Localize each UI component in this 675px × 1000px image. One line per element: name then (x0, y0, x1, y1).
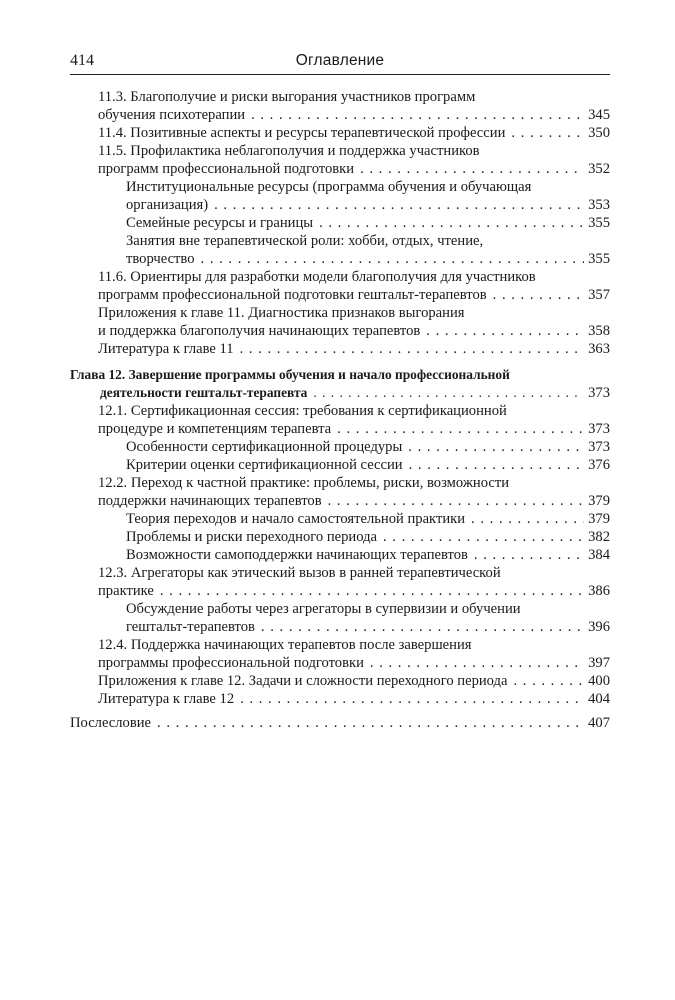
toc-page-number: 400 (588, 673, 610, 689)
toc-page-number: 373 (588, 385, 610, 401)
page-header (70, 50, 610, 76)
leader-dots (471, 510, 584, 528)
toc-page-number: 379 (588, 511, 610, 527)
toc-chapter-entry[interactable] (70, 366, 610, 402)
toc-entry-afterword[interactable] (70, 714, 610, 732)
toc-entry-title: Обсуждение работы через агрегаторы в супервизии и обучении (126, 601, 521, 617)
leader-dots (160, 582, 584, 600)
toc-entry-title: Литература к главе 12 (98, 691, 235, 707)
toc-entry-title: Семейные ресурсы и границы (126, 215, 314, 231)
toc-entry-title: Литература к главе 11 (98, 341, 234, 357)
toc-entry[interactable] (70, 304, 610, 340)
leader-dots (337, 420, 584, 438)
toc-entry-title: Теория переходов и начало самостоятельной практики (126, 511, 466, 527)
leader-dots (251, 106, 584, 124)
leader-dots (370, 654, 584, 672)
toc-entry[interactable] (70, 232, 610, 268)
toc-entry-title: 12.2. Переход к частной практике: проблемы, риски, возможности (98, 475, 510, 491)
toc-entry[interactable] (70, 178, 610, 214)
toc-entry-title: Занятия вне терапевтической роли: хобби, отдых, чтение, (126, 233, 484, 249)
toc-entry-title-cont: практике (98, 583, 154, 599)
toc-entry-title: 11.6. Ориентиры для разработки модели благополучия для участников (98, 269, 536, 285)
toc-entry-title: Приложения к главе 11. Диагностика признаков выгорания (98, 305, 465, 321)
toc-entry-title: 11.3. Благополучие и риски выгорания участников программ (98, 89, 476, 105)
toc-entry-title: Особенности сертификационной процедуры (126, 439, 403, 455)
toc-entry-title: Проблемы и риски переходного периода (126, 529, 377, 545)
toc-entry-title: Возможности самоподдержки начинающих терапевтов (126, 547, 468, 563)
running-title: Оглавление (295, 52, 385, 69)
toc-entry-title: 11.4. Позитивные аспекты и ресурсы терапевтической профессии (98, 125, 506, 141)
toc-page-number: 363 (588, 341, 610, 357)
header-rule (70, 74, 610, 75)
toc-page-number: 357 (588, 287, 610, 303)
toc-entry[interactable] (70, 402, 610, 438)
toc-page-number: 345 (588, 107, 610, 123)
toc-entry-title: Послесловие (70, 715, 152, 731)
toc-page-number: 355 (588, 251, 610, 267)
toc-entry-title: Критерии оценки сертификационной сессии (126, 457, 403, 473)
leader-dots (328, 492, 584, 510)
toc-entry[interactable] (70, 340, 610, 358)
toc-entry-title-cont: программы профессиональной подготовки (98, 655, 364, 671)
toc-entry[interactable] (70, 510, 610, 528)
toc-entry[interactable] (70, 528, 610, 546)
leader-dots (493, 286, 584, 304)
toc-page-number: 386 (588, 583, 610, 599)
toc-entry[interactable] (70, 268, 610, 304)
toc-entry[interactable] (70, 142, 610, 178)
toc-entry-title: 12.4. Поддержка начинающих терапевтов после завершения (98, 637, 472, 653)
toc-page-number: 350 (588, 125, 610, 141)
leader-dots (513, 672, 584, 690)
toc-entry[interactable] (70, 672, 610, 690)
toc-entry[interactable] (70, 474, 610, 510)
toc-page-number: 407 (588, 715, 610, 731)
leader-dots (409, 456, 584, 474)
leader-dots (511, 124, 584, 142)
toc-entry-title-cont: творчество (126, 251, 195, 267)
toc-page-number: 376 (588, 457, 610, 473)
leader-dots (319, 214, 584, 232)
toc-entry[interactable] (70, 88, 610, 124)
leader-dots (240, 690, 584, 708)
toc-page-number: 397 (588, 655, 610, 671)
leader-dots (426, 322, 584, 340)
toc-entry[interactable] (70, 690, 610, 708)
leader-dots (360, 160, 584, 178)
leader-dots (214, 196, 584, 214)
toc-page-number: 404 (588, 691, 610, 707)
toc-entry-title: 12.3. Агрегаторы как этический вызов в ранней терапевтической (98, 565, 501, 581)
toc-page-number: 352 (588, 161, 610, 177)
table-of-contents (70, 88, 610, 732)
leader-dots (383, 528, 584, 546)
toc-entry-title-cont: и поддержка благополучия начинающих терапевтов (98, 323, 421, 339)
toc-page-number: 373 (588, 421, 610, 437)
leader-dots (313, 384, 584, 402)
toc-entry-title-cont: процедуре и компетенциям терапевта (98, 421, 332, 437)
toc-entry-title: Приложения к главе 12. Задачи и сложности переходного периода (98, 673, 508, 689)
toc-page-number: 355 (588, 215, 610, 231)
leader-dots (261, 618, 584, 636)
toc-page-number: 396 (588, 619, 610, 635)
toc-entry-title: 12.1. Сертификационная сессия: требования к сертификационной (98, 403, 507, 419)
toc-entry[interactable] (70, 456, 610, 474)
leader-dots (201, 250, 584, 268)
leader-dots (408, 438, 584, 456)
toc-entry[interactable] (70, 564, 610, 600)
leader-dots (474, 546, 584, 564)
toc-page-number: 358 (588, 323, 610, 339)
toc-entry-title-cont: обучения психотерапии (98, 107, 246, 123)
page-number: 414 (70, 52, 94, 69)
chapter-title-cont: деятельности гештальт-терапевта (100, 385, 308, 400)
toc-entry[interactable] (70, 438, 610, 456)
toc-page-number: 384 (588, 547, 610, 563)
toc-entry-title-cont: гештальт-терапевтов (126, 619, 255, 635)
toc-entry[interactable] (70, 214, 610, 232)
leader-dots (240, 340, 584, 358)
toc-entry[interactable] (70, 546, 610, 564)
toc-entry[interactable] (70, 636, 610, 672)
toc-entry-title-cont: программ профессиональной подготовки гештальт-терапевтов (98, 287, 487, 303)
toc-page-number: 373 (588, 439, 610, 455)
leader-dots (157, 714, 584, 732)
toc-entry[interactable] (70, 124, 610, 142)
toc-entry[interactable] (70, 600, 610, 636)
toc-entry-title-cont: поддержки начинающих терапевтов (98, 493, 322, 509)
toc-page-number: 353 (588, 197, 610, 213)
toc-page-number: 379 (588, 493, 610, 509)
toc-entry-title: Институциональные ресурсы (программа обучения и обучающая (126, 179, 532, 195)
toc-entry-title-cont: организация) (126, 197, 209, 213)
toc-entry-title-cont: программ профессиональной подготовки (98, 161, 355, 177)
chapter-title: Глава 12. Завершение программы обучения и начало профессиональной (70, 367, 510, 382)
toc-entry-title: 11.5. Профилактика неблагополучия и поддержка участников (98, 143, 480, 159)
toc-page-number: 382 (588, 529, 610, 545)
spacer (70, 358, 610, 366)
